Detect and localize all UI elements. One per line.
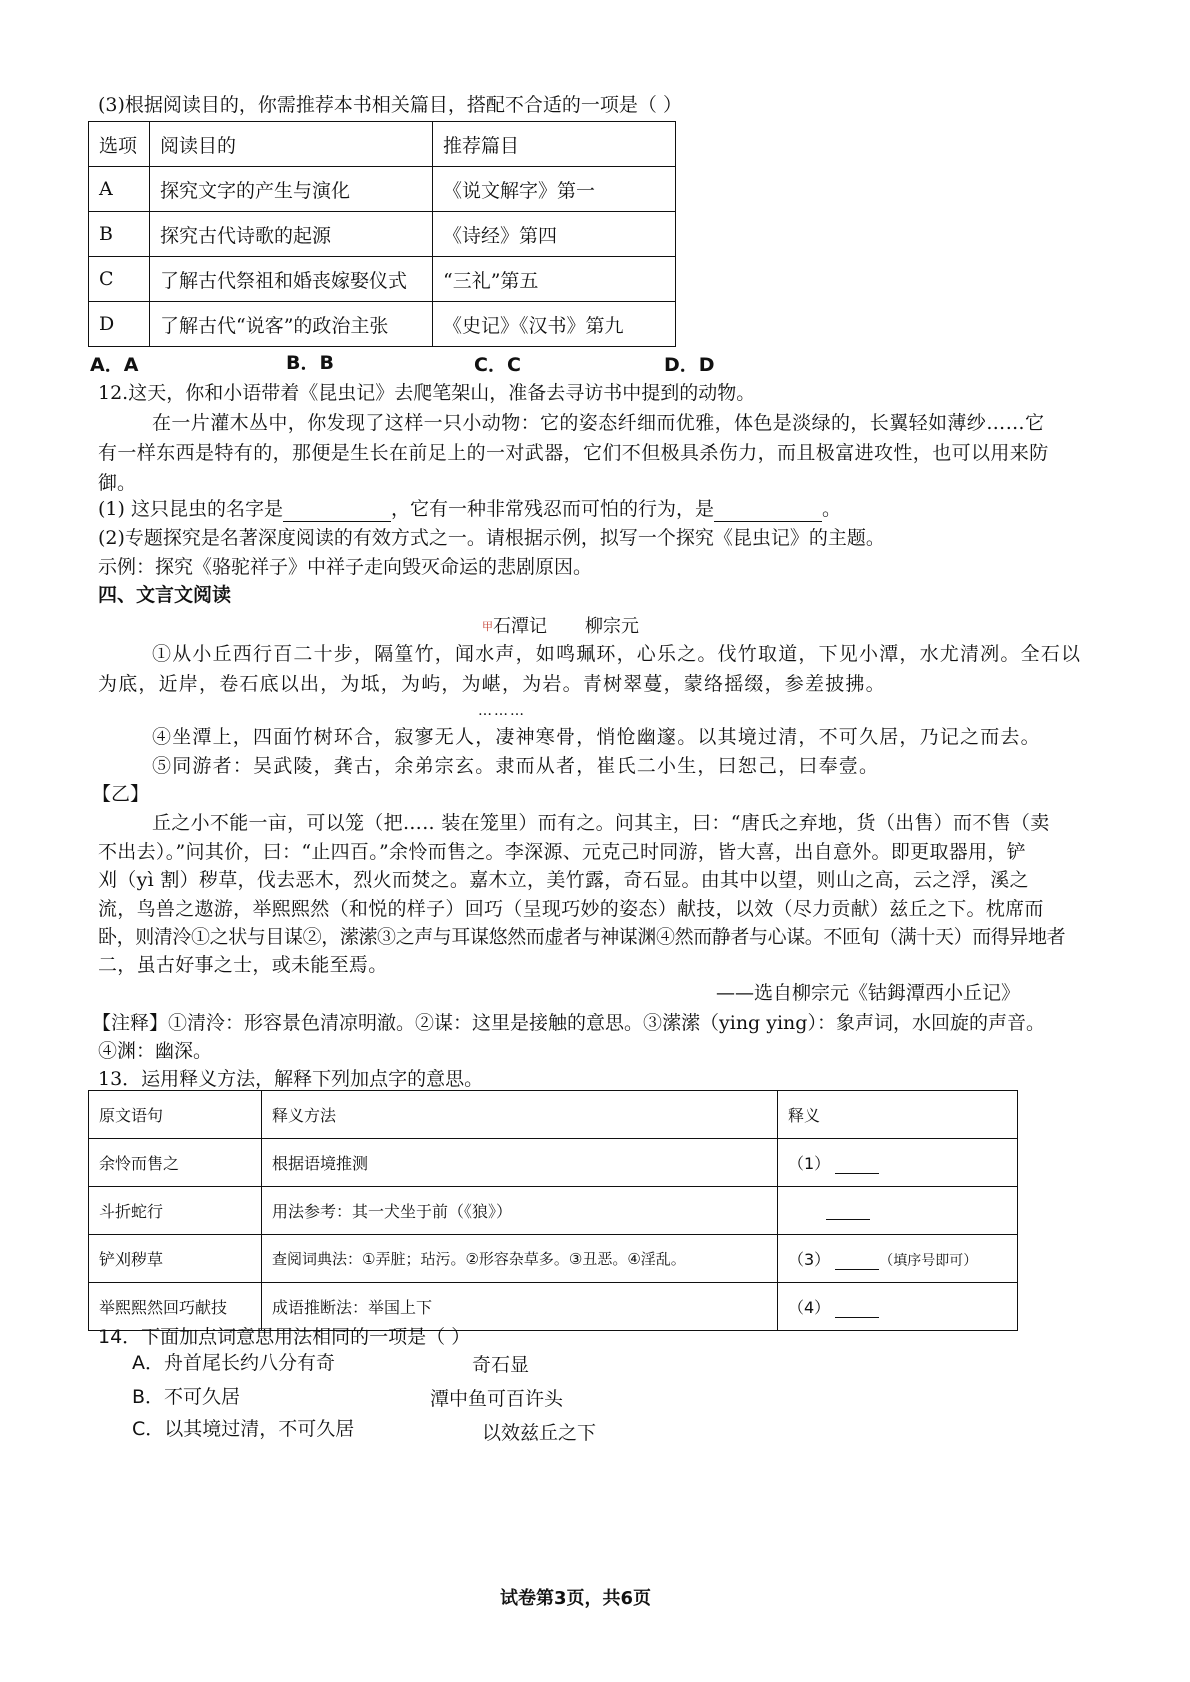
table-cell: D	[89, 302, 150, 347]
notes-line: 【注释】①清泠：形容景色清凉明澈。②谋：这里是接触的意思。③潆潆（ying ying）：象声词，水回旋的声音。	[92, 1012, 1045, 1034]
q3-table	[88, 121, 676, 347]
table-cell: 探究古代诗歌的起源	[150, 212, 433, 257]
table-cell: 查阅词典法：①弄脏；玷污。②形容杂草多。③丑恶。④淫乱。	[262, 1235, 778, 1283]
q14-option-c-right: 以效兹丘之下	[482, 1422, 597, 1444]
table-cell: 《说文解字》第一	[433, 167, 676, 212]
table-cell: 成语推断法：举国上下	[262, 1283, 778, 1331]
title-text: 石潭记	[493, 616, 547, 637]
table-cell: 了解古代祭祖和婚丧嫁娶仪式	[150, 257, 433, 302]
table-cell: “三礼”第五	[433, 257, 676, 302]
q13-stem: 13．运用释义方法，解释下列加点字的意思。	[98, 1068, 484, 1090]
table-cell: 了解古代“说客”的政治主张	[150, 302, 433, 347]
table-header: 选项	[89, 122, 150, 167]
q12-sub2: (2)专题探究是名著深度阅读的有效方式之一。请根据示例，拟写一个探究《昆虫记》的主题。	[98, 527, 885, 549]
q12-stem: 12.这天，你和小语带着《昆虫记》去爬笔架山，准备去寻访书中提到的动物。	[98, 382, 756, 404]
choice-b[interactable]: B．B	[286, 352, 334, 374]
q3-stem: (3)根据阅读目的，你需推荐本书相关篇目，搭配不合适的一项是（ ）	[98, 94, 682, 116]
q12-sub1-text: 。	[821, 498, 841, 520]
jia-para-5: ⑤同游者：吴武陵，龚古，余弟宗玄。隶而从者，崔氏二小生，曰恕己，曰奉壹。	[152, 755, 880, 777]
yi-line: 不出去）。”问其价，曰：“止四百。”余怜而售之。李深源、元克己时同游，皆大喜，出自意外。即更取器用，铲	[98, 841, 1026, 863]
table-cell	[778, 1235, 1018, 1283]
option-left: 不可久居	[164, 1386, 241, 1408]
answer-blank[interactable]	[835, 1159, 879, 1174]
answer-label: （1）	[788, 1154, 831, 1173]
table-row	[89, 1139, 1018, 1187]
q12-passage-line: 御。	[98, 472, 137, 494]
table-cell: 《诗经》第四	[433, 212, 676, 257]
table-cell: A	[89, 167, 150, 212]
source-citation: ——选自柳宗元《钴鉧潭西小丘记》	[716, 982, 1021, 1004]
table-header: 原文语句	[89, 1091, 262, 1139]
page-footer: 试卷第3页，共6页	[500, 1588, 652, 1609]
option-left: 以其境过清，不可久居	[164, 1418, 355, 1440]
table-cell: 探究文字的产生与演化	[150, 167, 433, 212]
yi-line: 丘之小不能一亩，可以笼（把….. 装在笼里）而有之。问其主，曰：“唐氏之弃地，货（出售）而不售（卖	[152, 812, 1050, 834]
option-left: 舟首尾长约八分有奇	[164, 1352, 336, 1374]
choice-d[interactable]: D．D	[664, 354, 715, 376]
option-label: C．	[132, 1418, 165, 1440]
answer-label: （4）	[788, 1298, 831, 1317]
table-row	[89, 167, 676, 212]
title-mark: 甲	[482, 620, 493, 633]
table-cell: 用法参考：其一犬坐于前（《狼》）	[262, 1187, 778, 1235]
option-label: B．	[132, 1386, 165, 1408]
table-row	[89, 1187, 1018, 1235]
section-heading: 四、文言文阅读	[98, 584, 232, 606]
notes-line: ④渊：幽深。	[98, 1040, 213, 1062]
q14-option-b[interactable]	[132, 1384, 240, 1410]
yi-line: 二，虽古好事之士，或未能至焉。	[98, 954, 388, 976]
table-row	[89, 302, 676, 347]
choice-c[interactable]: C．C	[474, 354, 521, 376]
q12-passage-line: 有一样东西是特有的，那便是生长在前足上的一对武器，它们不但极具杀伤力，而且极富进攻性，也可以用来防	[98, 442, 1049, 464]
table-header: 阅读目的	[150, 122, 433, 167]
table-cell: 铲刈秽草	[89, 1235, 262, 1283]
q14-option-b-right: 潭中鱼可百许头	[430, 1388, 564, 1410]
q12-sub1-text: ，它有一种非常残忍而可怕的行为，是	[390, 498, 714, 520]
table-header: 推荐篇目	[433, 122, 676, 167]
jia-para-1: 为底，近岸，卷石底以出，为坻，为屿，为嵁，为岩。青树翠蔓，蒙络摇缀，参差披拂。	[98, 673, 886, 695]
table-row	[89, 122, 676, 167]
answer-blank[interactable]	[283, 501, 391, 522]
table-cell	[778, 1187, 1018, 1235]
table-cell	[778, 1283, 1018, 1331]
yi-line: 流，鸟兽之遨游，举熙熙然（和悦的样子）回巧（呈现巧妙的姿态）献技，以效（尽力贡献）兹丘之下。枕席而	[98, 898, 1044, 920]
table-cell: 斗折蛇行	[89, 1187, 262, 1235]
passage-title	[482, 614, 639, 640]
yi-line: 卧，则清泠①之状与目谋②，潆潆③之声与耳谋悠然而虚者与神谋渊④然而静者与心谋。不匝旬（满十天）而得异地者	[98, 926, 1066, 948]
table-cell: 根据语境推测	[262, 1139, 778, 1187]
yi-label: 【乙】	[92, 783, 150, 805]
choice-a[interactable]: A．A	[90, 354, 139, 376]
q12-passage-line: 在一片灌木丛中，你发现了这样一只小动物：它的姿态纤细而优雅，体色是淡绿的，长翼轻如薄纱……它	[152, 412, 1045, 434]
table-header: 释义	[778, 1091, 1018, 1139]
table-row	[89, 1091, 1018, 1139]
q13-table	[88, 1090, 1018, 1331]
q14-option-a[interactable]	[132, 1350, 335, 1376]
q12-sub1	[98, 496, 841, 522]
answer-blank[interactable]	[826, 1205, 870, 1220]
table-header: 释义方法	[262, 1091, 778, 1139]
q14-stem: 14．下面加点词意思用法相同的一项是（ ）	[98, 1326, 471, 1348]
author: 柳宗元	[585, 616, 639, 637]
option-label: A．	[132, 1352, 164, 1374]
ellipsis: ………	[478, 703, 526, 719]
answer-blank[interactable]	[714, 501, 822, 522]
jia-para-1: ①从小丘西行百二十步，隔篁竹，闻水声，如鸣珮环，心乐之。伐竹取道，下见小潭，水尤清冽。全石以	[152, 643, 1082, 665]
q14-option-c[interactable]	[132, 1416, 354, 1442]
table-cell: 举熙熙然回巧献技	[89, 1283, 262, 1331]
jia-para-4: ④坐潭上，四面竹树环合，寂寥无人，凄神寒骨，悄怆幽邃。以其境过清，不可久居，乃记之而去。	[152, 726, 1041, 748]
answer-label: （3）	[788, 1250, 831, 1269]
answer-blank[interactable]	[835, 1255, 879, 1270]
table-cell: 余怜而售之	[89, 1139, 262, 1187]
q14-option-a-right: 奇石显	[472, 1354, 530, 1376]
table-cell: 《史记》《汉书》第九	[433, 302, 676, 347]
table-row	[89, 212, 676, 257]
answer-blank[interactable]	[835, 1303, 879, 1318]
q12-example: 示例：探究《骆驼祥子》中祥子走向毁灭命运的悲剧原因。	[98, 556, 593, 578]
table-cell	[778, 1139, 1018, 1187]
fill-hint: （填序号即可）	[879, 1253, 978, 1269]
table-row	[89, 1235, 1018, 1283]
q12-sub1-text: (1) 这只昆虫的名字是	[98, 498, 283, 520]
table-cell: C	[89, 257, 150, 302]
table-cell: B	[89, 212, 150, 257]
yi-line: 刈（yì 割）秽草，伐去恶木，烈火而焚之。嘉木立，美竹露，奇石显。由其中以望，则山之高，云之浮，溪之	[98, 869, 1029, 891]
table-row	[89, 257, 676, 302]
